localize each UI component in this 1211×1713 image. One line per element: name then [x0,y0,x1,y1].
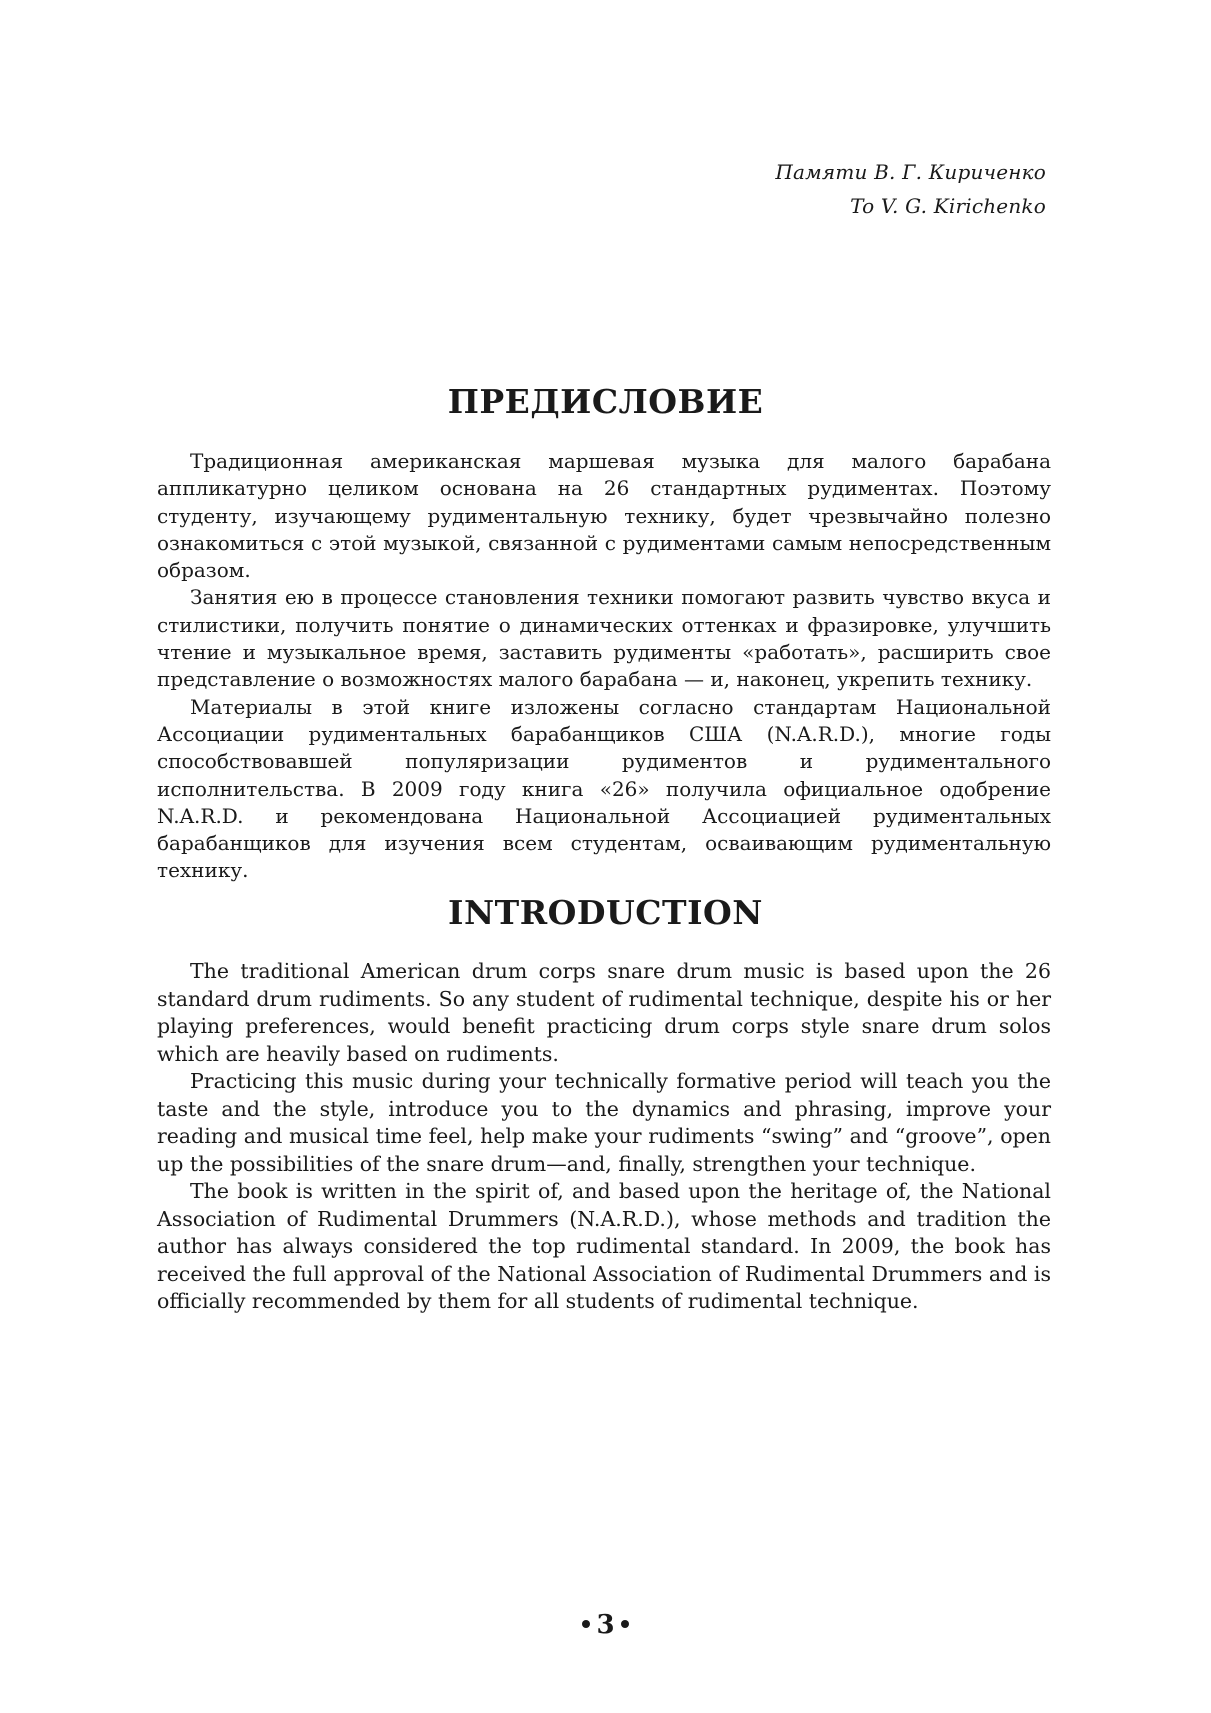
preface-title: ПРЕДИСЛОВИЕ [447,382,764,421]
bullet-left-icon [582,1620,590,1628]
introduction-paragraph-1: The traditional American drum corps snare drum music is based upon the 26 standard drum rudiments. So any student of rudimental technique, despite his or her playing preferences, would benefit practicing drum corps style snare drum solos which are heavily based on rudiments. [157,959,1051,1066]
preface-paragraph-2: Занятия ею в процессе становления техники помогают развить чувство вкуса и стилистики, получить понятие о динамических оттенках и фразировке, улучшить чтение и музыкальное время, заставить рудименты «работать», расширить свое представление о возможностях малого барабана — и, наконец, укрепить технику. [157,585,1051,692]
preface-paragraph-1: Традиционная американская маршевая музыка для малого барабана аппликатурно целиком основана на 26 стандартных рудиментах. Поэтому студенту, изучающему рудиментальную технику, будет чрезвычайно полезно ознакомиться с этой музыкой, связанной с рудиментами самым непосредственным образом. [157,449,1051,583]
page-number-value: 3 [596,1610,615,1640]
introduction-section [157,958,1051,1316]
bullet-right-icon [621,1620,629,1628]
dedication-line-ru: Памяти В. Г. Кириченко [775,160,1046,184]
dedication-line-en: To V. G. Kirichenko [850,194,1046,218]
introduction-paragraph-2: Practicing this music during your technically formative period will teach you the taste and the style, introduce you to the dynamics and phrasing, improve your reading and musical time feel, help make your rudiments “swing” and “groove”, open up the possibilities of the snare drum—and, finally, strengthen your technique. [157,1069,1051,1176]
page-number [0,1610,1211,1640]
introduction-paragraph-3: The book is written in the spirit of, and based upon the heritage of, the National Association of Rudimental Drummers (N.A.R.D.), whose methods and tradition the author has always considered the top rudimental standard. In 2009, the book has received the full approval of the National Association of Rudimental Drummers and is officially recommended by them for all students of rudimental technique. [157,1179,1051,1313]
dedication [775,155,1046,223]
preface-section [157,448,1051,885]
preface-paragraph-3: Материалы в этой книге изложены согласно стандартам Национальной Ассоциации рудиментальных барабанщиков США (N.A.R.D.), многие годы способствовавшей популяризации рудиментов и рудиментального исполнительства. В 2009 году книга «26» получила официальное одобрение N.A.R.D. и рекомендована Национальной Ассоциацией рудиментальных барабанщиков для изучения всем студентам, осваивающим рудиментальную технику. [157,694,1051,883]
introduction-title: INTRODUCTION [448,893,763,932]
